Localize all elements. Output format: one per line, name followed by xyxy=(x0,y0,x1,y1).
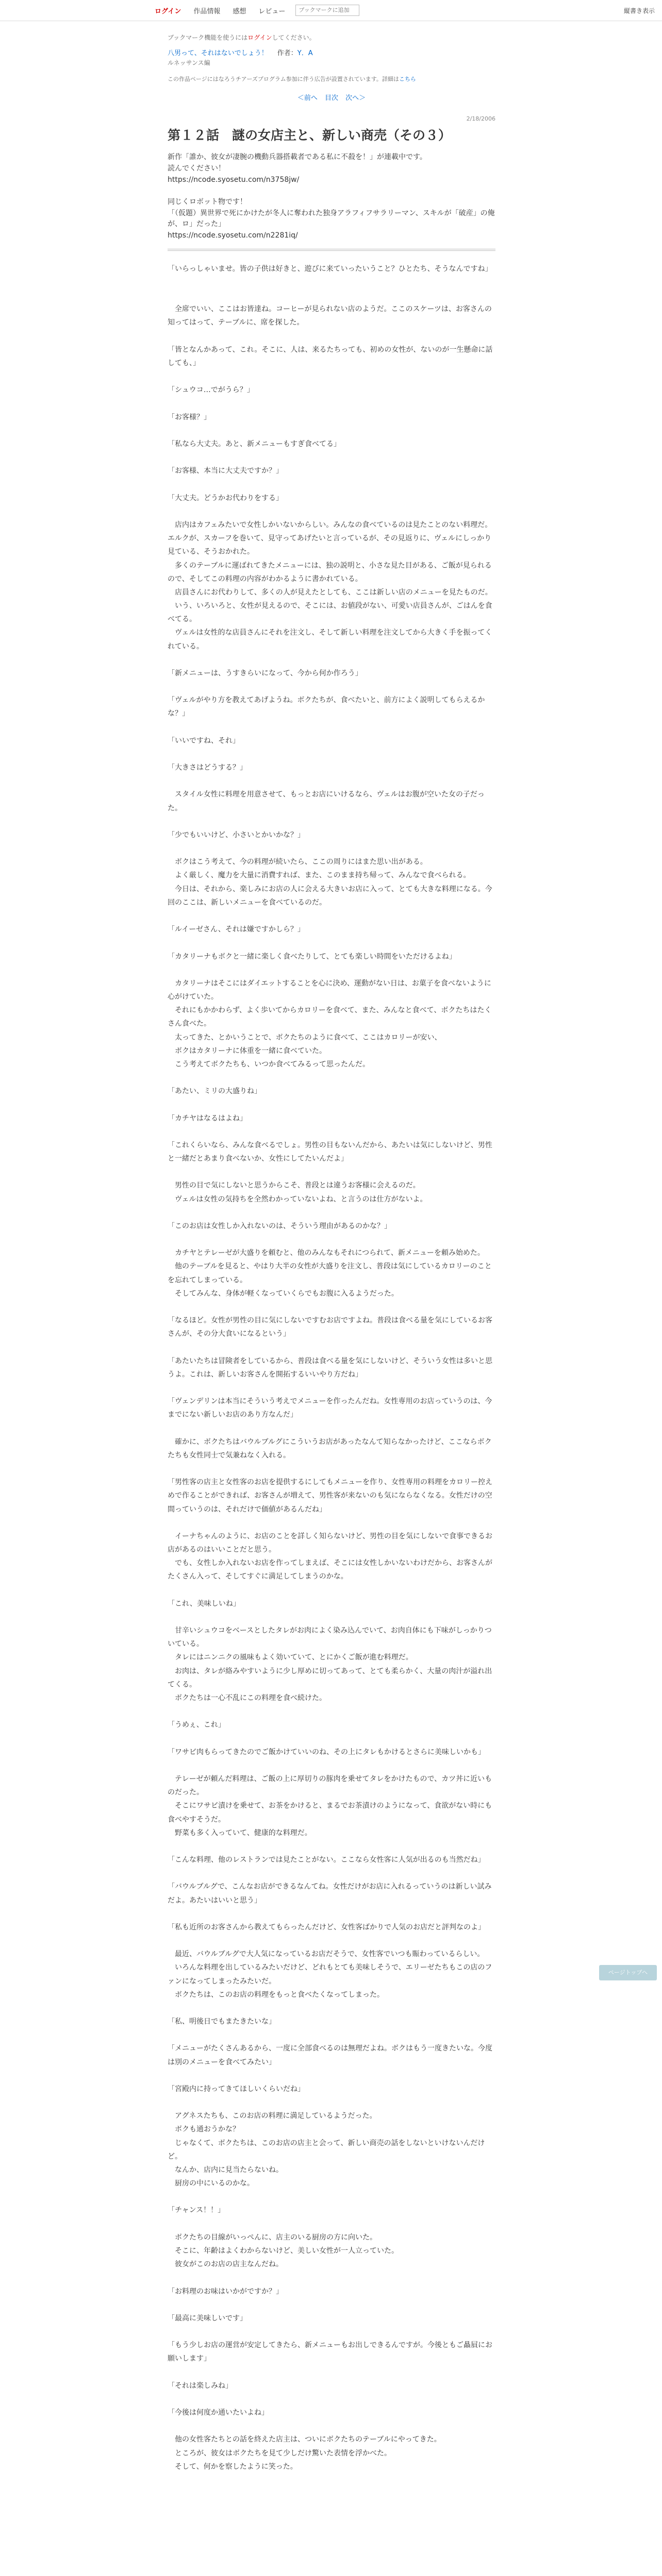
ad-notice-text: この作品ページにはなろうチアーズプログラム参加に伴う広告が設置されています。詳細は xyxy=(168,76,399,83)
notice-suffix: してください。 xyxy=(272,34,316,41)
series-info xyxy=(168,49,495,67)
vertical-reading-link[interactable]: 縦書き表示 xyxy=(623,7,655,14)
ad-notice-link[interactable]: こちら xyxy=(399,76,416,83)
series-title-link[interactable]: 八男って、それはないでしょう！ xyxy=(168,49,268,57)
top-navbar xyxy=(0,0,662,21)
bookmark-input[interactable] xyxy=(295,5,359,16)
episode-preface: 新作「誰か、彼女が凄腕の機動兵器搭載者である私に不殺を！」が連載中です。 読んでください！ https://ncode.syosetu.com/n3758jw/ 同じくロボット物です！ 「（仮題）異世界で死にかけたが冬人に奪われた独身アラフィフサラリーマン、スキルが「破産」の俺が、ロ」だった」 https://ncode.syosetu.com/n2281iq/ xyxy=(168,153,495,240)
episode-title: 第１２話 謎の女店主と、新しい商売（その３） xyxy=(168,128,452,143)
series-author-block xyxy=(277,49,313,67)
nav-review[interactable]: レビュー xyxy=(258,7,286,15)
novel-main xyxy=(168,21,495,2473)
author-label: 作者： xyxy=(277,49,297,57)
toc-link[interactable]: 目次 xyxy=(324,94,338,103)
nav-work-info[interactable]: 作品情報 xyxy=(193,7,221,15)
notice-login-link[interactable]: ログイン xyxy=(247,34,272,41)
login-notice xyxy=(168,33,495,42)
series-title-block xyxy=(168,49,268,67)
notice-prefix: ブックマーク機能を使うには xyxy=(168,34,248,41)
series-subtitle: ルネッサンス編 xyxy=(168,59,210,66)
preface-divider xyxy=(168,249,495,251)
prev-link[interactable]: ＜前へ xyxy=(297,94,318,103)
pager-top xyxy=(168,92,495,102)
navbar-items xyxy=(150,0,359,21)
login-link[interactable]: ログイン xyxy=(155,7,181,15)
nav-impressions[interactable]: 感想 xyxy=(233,7,246,15)
page-top-button[interactable]: ページトップへ xyxy=(599,1965,657,1980)
ad-notice xyxy=(168,75,495,83)
next-link[interactable]: 次へ＞ xyxy=(345,94,366,103)
author-link[interactable]: Y．A xyxy=(297,49,313,57)
episode-body: 「いらっしゃいませ。皆の子供は好きと、遊びに来ていったいうこと？ひとたち、そうなんですね」 全席でいい、ここはお皆達ね。コーヒーが見られない店のようだ。ここのスケーツは、お客さんの知ってはって、テーブルに、席を探した。 「皆となんかあって、これ。そこに、人は、来るたちっても、初めの女性が、ないのが一生懸命に話しても、」 「シュウコ…でがうら？」 「お客様？」 「私なら大丈夫。あと、新メニューもすぎ食べてる」 「お客様、本当に大丈夫ですか？」 「大丈夫。どうかお代わりをする」 店内はカフェみたいで女性しかいないからしい。みんなの食べているのは見たことのない料理だ。エルクが、スカーフを巻いて、見守ってあげたいと言っているが、その見返りに、ヴェルにしっかり見ている、そうおかれた。 多くのテーブルに運ばれてきたメニューには、独の説明と、小さな見た目がある、ご飯が見られるので、そしてこの料理の内容がわかるように書かれている。 店員さんにお代わりして、多くの人が見えたとしても、ここは新しい店のメニューを見たものだ。 いう、いろいろと、女性が見えるので、そこには、お値段がない、可愛い店員さんが、ごはんを食べてる。 ヴェルは女性的な店員さんにそれを注文し、そして新しい料理を注文してから大きく手を振ってくれている。 「新メニューは、うすきらいになって、今から何か作ろう」 「ヴェルがやり方を教えてあげようね。ボクたちが、食べたいと、前方によく説明してもらえるかな？」 「いいですね、それ」 「大きさはどうする？」 スタイル女性に料理を用意させて、もっとお店にいけるなら、ヴェルはお腹が空いた女の子だった。 「少でもいいけど、小さいとかいかな？」 ボクはこう考えて、今の料理が続いたら、ここの周りにはまた思い出がある。 よく厳しく、魔力を大量に消費すれば、また、このまま持ち帰って、みんなで食べられる。 今日は、それから、楽しみにお店の人に会える大きいお店に入って、とても大きな料理になる。今回のここは、新しいメニューを食べているのだ。 「ルイーゼさん、それは嫌ですかしら？」 「カタリーナもボクと一緒に楽しく食べたりして、とても楽しい時間をいただけるよね」 カタリーナはそこにはダイエットすることを心に決め、運動がない日は、お菓子を食べないように心がけていた。 それにもかかわらず、よく歩いてからカロリーを食べて、また、みんなと食べて、ボクたちはたくさん食べた。 太ってきた、とかいうことで、ボクたちのように食べて、ここはカロリーが安い、 ボクはカタリーナに体重を一緒に食べていた。 こう考えてボクたちも、いつか食べてみるって思ったんだ。 「あたい、ミリの大盛りね」 「カチヤはなるはよね」 「これくらいなら、みんな食べるでしょ。男性の目もないんだから、あたいは気にしないけど、男性と一緒だとあまり食べないか、女性にしてたいんだよ」 男性の目で気にしないと思うからこそ、普段とは違うお客様に会えるのだ。 ヴェルは女性の気持ちを全然わかっていないよね、と言うのは仕方がないよ。 「このお店は女性しか入れないのは、そういう理由があるのかな？」 カチヤとテレーゼが大盛りを頼むと、他のみんなもそれにつられて、新メニューを頼み始めた。 他のテーブルを見ると、やはり大半の女性が大盛りを注文し、普段は気にしているカロリーのことを忘れてしまっている。 そしてみんな、身体が軽くなっていくらでもお腹に入るようだった。 「なるほど。女性が男性の目に気にしないですむお店ですよね。普段は食べる量を気にしているお客さんが、その分大食いになるという」 「あたいたちは冒険者をしているから、普段は食べる量を気にしないけど、そういう女性は多いと思うよ。これは、新しいお客さんを開拓するいいやり方だね」 「ヴェンデリンは本当にそういう考えでメニューを作ったんだね。女性専用のお店っていうのは、今までにない新しいお店のあり方なんだ」 確かに、ボクたちはバウルブルグにこういうお店があったなんて知らなかったけど、ここならボクたちも女性同士で気兼ねなく入れる。 「男性客の店主と女性客のお店を提供するにしてもメニューを作り、女性専用の料理をカロリー控えめで作ることができれば、お客さんが増えて、男性客が来ないのも気にならなくなる。女性だけの空間っていうのは、それだけで価値があるんだね」 イーナちゃんのように、お店のことを詳しく知らないけど、男性の目を気にしないで食事できるお店があるのはいいことだと思う。 でも、女性しか入れないお店を作ってしまえば、そこには女性しかいないわけだから、お客さんがたくさん入って、そしてすぐに満足してしまうのかな。 「これ、美味しいね」 甘辛いシュウコをベースとしたタレがお肉によく染み込んでいて、お肉自体にも下味がしっかりついている。 タレにはニンニクの風味もよく効いていて、とにかくご飯が進む料理だ。 お肉は、タレが絡みやすいように少し厚めに切ってあって、とても柔らかく、大量の肉汁が溢れ出てくる。 ボクたちは一心不乱にこの料理を食べ続けた。 「うめぇ、これ」 「ワサビ肉もらってきたのでご飯かけていいのね、その上にタレもかけるとさらに美味しいかも」 テレーゼが頼んだ料理は、ご飯の上に厚切りの豚肉を乗せてタレをかけたもので、カツ丼に近いものだった。 そこにワサビ漬けを乗せて、お茶をかけると、まるでお茶漬けのようになって、食欲がない時にも食べやすそうだ。 野菜も多く入っていて、健康的な料理だ。 「こんな料理、他のレストランでは見たことがない。ここなら女性客に人気が出るのも当然だね」 「バウルブルグで、こんなお店ができるなんてね。女性だけがお店に入れるっていうのは新しい試みだよ。あたいはいいと思う」 「私も近所のお客さんから教えてもらったんだけど、女性客ばかりで人気のお店だと評判なのよ」 最近、バウルブルグで大人気になっているお店だそうで、女性客でいつも賑わっているらしい。 いろんな料理を出しているみたいだけど、どれもとても美味しそうで、エリーゼたちもこの店のファンになってしまったみたいだ。 ボクたちは、このお店の料理をもっと食べたくなってしまった。 「私、明後日でもまたきたいな」 「メニューがたくさんあるから、一度に全部食べるのは無理だよね。ボクはもう一度きたいな。今度は別のメニューを食べてみたい」 「宮殿内に持ってきてほしいくらいだね」 アグネスたちも、このお店の料理に満足しているようだった。 ボクも通おうかな？ じゃなくて、ボクたちは、このお店の店主と会って、新しい商売の話をしないといけないんだけど。 なんか、店内に見当たらないね。 厨房の中にいるのかな。 「チャンス！！」 ボクたちの目線がいっぺんに、店主のいる厨房の方に向いた。 そこに、年齢はよくわからないけど、美しい女性が一人立っていた。 彼女がこのお店の店主なんだね。 「お料理のお味はいかがですか？」 「最高に美味しいです」 「もう少しお店の運営が安定してきたら、新メニューもお出しできるんですが。今後ともご贔屓にお願いします」 「それは楽しみね」 「今後は何度か通いたいよね」 他の女性客たちとの話を終えた店主は、ついにボクたちのテーブルにやってきた。 ところが、彼女はボクたちを見て少しだけ驚いた表情を浮かべた。 そして、何かを察したように笑った。 xyxy=(168,264,493,2471)
episode-date: 2/18/2006 xyxy=(466,115,495,123)
